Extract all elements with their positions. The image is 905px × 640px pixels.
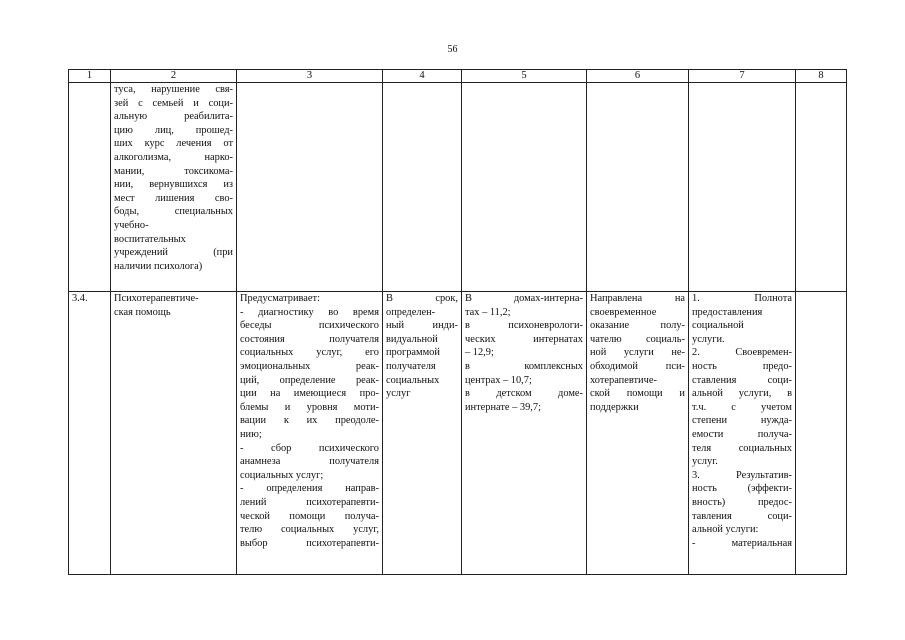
text-line: воспитательных (114, 233, 186, 245)
cell-tariff (462, 292, 587, 575)
text-line: - определения направ- (240, 483, 379, 495)
table-row-3-4 (69, 292, 847, 575)
text-line: альной услуги, в (692, 388, 792, 400)
text-line: ческой помощи получа- (240, 510, 379, 522)
header-cell-4: 4 (383, 70, 462, 83)
text-line: ной услуги не- (590, 347, 685, 359)
header-cell-6: 6 (587, 70, 689, 83)
text-line: получателя (386, 360, 436, 372)
text-line: интернате – 39,7; (465, 401, 541, 413)
text-line: беседы психического (240, 320, 379, 332)
text-line: анамнеза получателя (240, 456, 379, 468)
text-line: алкоголизма, нарко- (114, 151, 233, 163)
text-line: блемы и уровня моти- (240, 401, 379, 413)
text-line: учебно- (114, 219, 149, 231)
header-cell-3: 3 (237, 70, 383, 83)
text-line: услуг. (692, 456, 718, 468)
text-line: наличии психолога) (114, 260, 203, 272)
text-line: хотерапевтиче- (590, 374, 657, 386)
text-line: выбор психотерапевти- (240, 537, 379, 549)
text-line: учреждений (при (114, 247, 233, 259)
header-cell-7: 7 (689, 70, 796, 83)
cell-standard (587, 292, 689, 575)
text-line: Психотерапевтиче- (114, 293, 199, 304)
text-line: программой (386, 347, 440, 359)
cell-quality-indicators (689, 83, 796, 292)
text-line: 1. Полнота (692, 293, 792, 304)
text-line: ская помощь (114, 306, 171, 318)
text-line: - материальная (692, 537, 792, 549)
text-line: – 12,9; (465, 347, 494, 359)
text-line: ции на имеющиеся про- (240, 388, 379, 400)
cell-standard (587, 83, 689, 292)
text-line: вации к их преодоле- (240, 415, 379, 427)
text-line: видуальной (386, 333, 438, 345)
text-line: услуги. (692, 333, 725, 345)
text-line: альную реабилита- (114, 111, 233, 123)
cell-number (69, 83, 111, 292)
cell-service-description (111, 83, 237, 292)
text-line: 3. Результатив- (692, 469, 792, 481)
cell-quality-indicators (689, 292, 796, 575)
header-row (69, 70, 847, 83)
text-line: зей с семьей и соци- (114, 97, 233, 109)
text-line: альной услуги: (692, 524, 759, 536)
text-line: чателю социаль- (590, 333, 685, 345)
header-cell-5: 5 (462, 70, 587, 83)
header-cell-2: 2 (111, 70, 237, 83)
text-line: Предусматривает: (240, 293, 320, 304)
text-line: в комплексных (465, 360, 583, 372)
text-line: - диагностику во время (240, 306, 379, 318)
cell-tariff (462, 83, 587, 292)
text-line: - сбор психического (240, 442, 379, 454)
cell-term (383, 83, 462, 292)
text-line: нии, вернувшихся из (114, 179, 233, 191)
text-line: в психоневрологи- (465, 320, 583, 332)
cell-term (383, 292, 462, 575)
header-cell-1: 1 (69, 70, 111, 83)
text-line: ставления соци- (692, 374, 792, 386)
cell-service-content (237, 83, 383, 292)
header-cell-8: 8 (796, 70, 847, 83)
text-line: мест лишения сво- (114, 192, 233, 204)
text-line: в детском доме- (465, 388, 583, 400)
text-line: нию; (240, 428, 262, 440)
cell-conditions (796, 83, 847, 292)
text-line: социальных (386, 374, 440, 386)
cell-service-content (237, 292, 383, 575)
text-line: цию лиц, прошед- (114, 124, 233, 136)
text-line: социальных услуг, его (240, 347, 379, 359)
text-line: оказание полу- (590, 320, 685, 332)
page-number: 56 (447, 44, 458, 55)
text-line: ность предо- (692, 360, 792, 372)
text-line: ской помощи и (590, 388, 685, 400)
text-line: ций, определение реак- (240, 374, 379, 386)
text-line: ный инди- (386, 320, 458, 332)
services-table (68, 69, 847, 575)
text-line: социальной (692, 320, 744, 332)
text-line: вность) предос- (692, 496, 792, 508)
text-line: емости получа- (692, 428, 792, 440)
text-line: обходимой пси- (590, 360, 685, 372)
text-line: т.ч. с учетом (692, 401, 792, 413)
text-line: услуг (386, 388, 411, 400)
text-line: состояния получателя (240, 333, 379, 345)
text-line: телю социальных услуг, (240, 524, 379, 536)
text-line: В срок, (386, 293, 458, 304)
text-line: поддержки (590, 401, 639, 413)
text-line: тавления соци- (692, 510, 792, 522)
text-line: тах – 11,2; (465, 306, 511, 318)
text-line: центрах – 10,7; (465, 374, 532, 386)
text-line: эмоциональных реак- (240, 360, 379, 372)
text-line: туса, нарушение свя- (114, 84, 233, 95)
text-line: боды, специальных (114, 206, 233, 218)
text-line: ность (эффекти- (692, 483, 792, 495)
text-line: предоставления (692, 306, 763, 318)
text-line: Направлена на (590, 293, 685, 304)
cell-conditions (796, 292, 847, 575)
text-line: теля социальных (692, 442, 792, 454)
text-line: определен- (386, 306, 436, 318)
text-line: социальных услуг; (240, 469, 324, 481)
text-line: лений психотерапевти- (240, 496, 379, 508)
text-line: ших курс лечения от (114, 138, 233, 150)
text-line: своевременное (590, 306, 657, 318)
text-line: В домах-интерна- (465, 293, 583, 304)
cell-service-name (111, 292, 237, 575)
text-line: ческих интернатах (465, 333, 583, 345)
table-row-continuation (69, 83, 847, 292)
text-line: 2. Своевремен- (692, 347, 792, 359)
cell-number: 3.4. (69, 292, 111, 575)
text-line: степени нужда- (692, 415, 792, 427)
text-line: мании, токсикома- (114, 165, 233, 177)
